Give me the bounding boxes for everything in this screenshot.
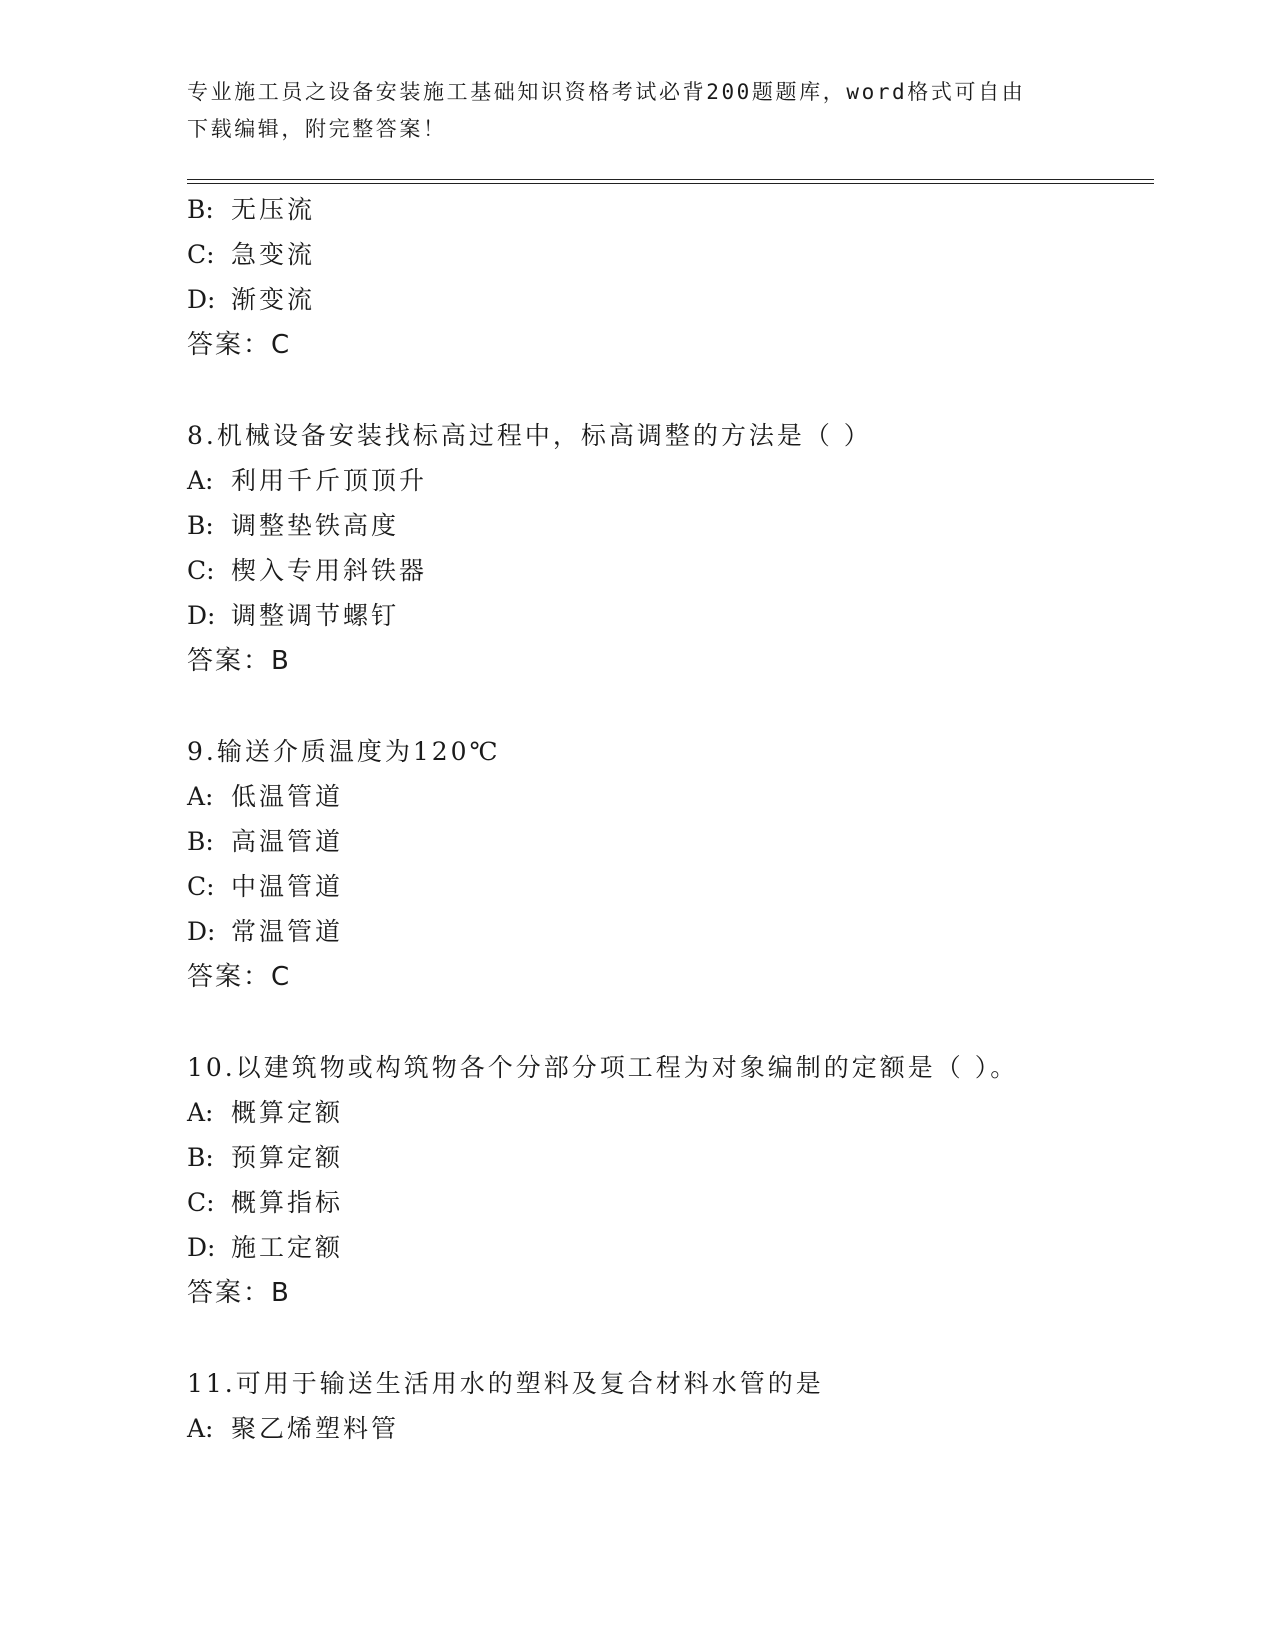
- option-row: [187, 779, 343, 815]
- option-row: [187, 237, 315, 273]
- answer-line: 答案：C: [187, 962, 292, 992]
- option-row: [187, 1185, 343, 1221]
- question-stem: 8.机械设备安装找标高过程中，标高调整的方法是（ ）: [187, 421, 872, 450]
- option-row: [187, 1095, 343, 1131]
- option-text: 高温管道: [231, 827, 344, 856]
- option-letter: B:: [187, 1143, 214, 1172]
- option-row: [187, 914, 343, 950]
- option-letter: C:: [187, 872, 215, 901]
- option-row: [187, 508, 399, 544]
- option-letter: A:: [187, 1098, 214, 1127]
- option-row: [187, 869, 343, 905]
- option-letter: B:: [187, 195, 214, 224]
- option-letter: A:: [187, 1414, 214, 1443]
- header-line-2: 下载编辑，附完整答案！: [187, 117, 447, 141]
- option-text: 调整调节螺钉: [231, 601, 400, 630]
- option-text: 预算定额: [231, 1143, 344, 1172]
- option-text: 施工定额: [231, 1233, 344, 1262]
- option-text: 常温管道: [231, 917, 344, 946]
- option-letter: D:: [187, 601, 216, 630]
- option-letter: B:: [187, 511, 214, 540]
- answer-line: 答案：B: [187, 646, 291, 676]
- option-text: 渐变流: [231, 285, 316, 314]
- option-letter: D:: [187, 285, 216, 314]
- option-row: [187, 553, 427, 589]
- option-text: 急变流: [231, 240, 316, 269]
- option-letter: D:: [187, 917, 216, 946]
- option-row: [187, 1230, 343, 1266]
- option-row: [187, 824, 343, 860]
- header-line-1: 专业施工员之设备安装施工基础知识资格考试必背200题题库，word格式可自由: [187, 80, 1026, 104]
- option-text: 概算指标: [231, 1188, 344, 1217]
- question-stem: 10.以建筑物或构筑物各个分部分项工程为对象编制的定额是（ ）。: [187, 1053, 1019, 1082]
- option-row: [187, 463, 427, 499]
- option-row: [187, 1140, 343, 1176]
- answer-line: 答案：C: [187, 330, 292, 360]
- option-row: [187, 192, 315, 228]
- option-letter: C:: [187, 240, 215, 269]
- document-header: [187, 74, 1087, 148]
- option-text: 楔入专用斜铁器: [231, 556, 428, 585]
- option-text: 调整垫铁高度: [231, 511, 400, 540]
- header-divider: [187, 179, 1154, 184]
- option-letter: A:: [187, 466, 214, 495]
- option-letter: C:: [187, 1188, 215, 1217]
- option-text: 概算定额: [231, 1098, 344, 1127]
- option-text: 利用千斤顶顶升: [231, 466, 428, 495]
- option-letter: C:: [187, 556, 215, 585]
- option-letter: B:: [187, 827, 214, 856]
- answer-line: 答案：B: [187, 1278, 291, 1308]
- option-letter: A:: [187, 782, 214, 811]
- question-stem: 11.可用于输送生活用水的塑料及复合材料水管的是: [187, 1369, 824, 1398]
- option-text: 低温管道: [231, 782, 344, 811]
- option-letter: D:: [187, 1233, 216, 1262]
- option-row: [187, 598, 399, 634]
- option-row: [187, 282, 315, 318]
- option-text: 无压流: [231, 195, 316, 224]
- option-text: 聚乙烯塑料管: [231, 1414, 400, 1443]
- option-row: [187, 1411, 399, 1447]
- option-text: 中温管道: [231, 872, 344, 901]
- question-stem: 9.输送介质温度为120℃: [187, 737, 501, 766]
